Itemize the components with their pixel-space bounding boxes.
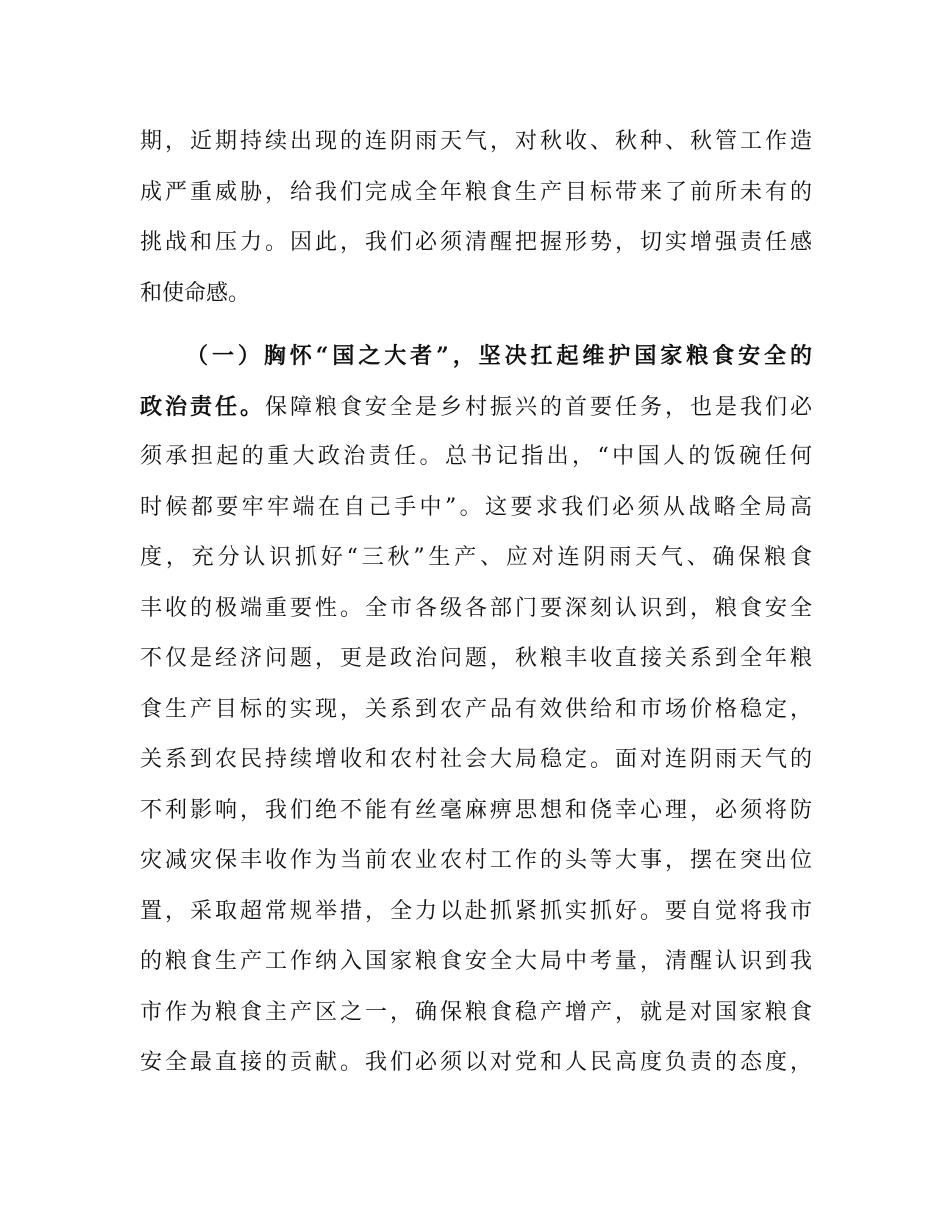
text-line: 时候都要牢牢端在自己手中”。这要求我们必须从战略全局高	[140, 494, 812, 520]
text-line: 度，充分认识抓好“三秋”生产、应对连阴雨天气、确保粮食	[140, 545, 812, 570]
body-text: 保障粮食安全是乡村振兴的首要任务，也是我们必	[265, 394, 812, 420]
text-line: 市作为粮食主产区之一，确保粮食稳产增产，就是对国家粮食	[140, 999, 812, 1025]
text-line: 不利影响，我们绝不能有丝毫麻痹思想和侥幸心理，必须将防	[140, 797, 812, 823]
text-line	[140, 387, 812, 438]
text-line: 置，采取超常规举措，全力以赴抓紧抓实抓好。要自觉将我市	[140, 898, 812, 924]
text-line: 的粮食生产工作纳入国家粮食安全大局中考量，清醒认识到我	[140, 949, 812, 974]
heading-text-end: 政治责任。	[140, 393, 265, 420]
text-line: 挑战和压力。因此，我们必须清醒把握形势，切实增强责任感	[140, 230, 812, 255]
text-line: 灾减灾保丰收作为当前农业农村工作的头等大事，摆在突出位	[140, 848, 812, 873]
text-line: 和使命感。	[140, 280, 251, 306]
text-line: 食生产目标的实现，关系到农产品有效供给和市场价格稳定，	[140, 696, 812, 722]
heading-text: （一）胸怀“国之大者”，坚决扛起维护国家粮食安全的	[186, 343, 812, 369]
text-line: 不仅是经济问题，更是政治问题，秋粮丰收直接关系到全年粮	[140, 646, 812, 671]
text-line: 关系到农民持续增收和农村社会大局稳定。面对连阴雨天气的	[140, 747, 812, 772]
paragraph-1	[140, 122, 812, 324]
text-line: 丰收的极端重要性。全市各级各部门要深刻认识到，粮食安全	[140, 595, 812, 621]
paragraph-2	[140, 336, 812, 1094]
text-line: 成严重威胁，给我们完成全年粮食生产目标带来了前所未有的	[140, 179, 812, 205]
text-line: 安全最直接的贡献。我们必须以对党和人民高度负责的态度，	[140, 1050, 812, 1075]
section-heading	[140, 336, 812, 387]
text-line: 期，近期持续出现的连阴雨天气，对秋收、秋种、秋管工作造	[140, 129, 812, 154]
text-line: 须承担起的重大政治责任。总书记指出，“中国人的饭碗任何	[140, 444, 812, 469]
document-page	[140, 122, 812, 1094]
